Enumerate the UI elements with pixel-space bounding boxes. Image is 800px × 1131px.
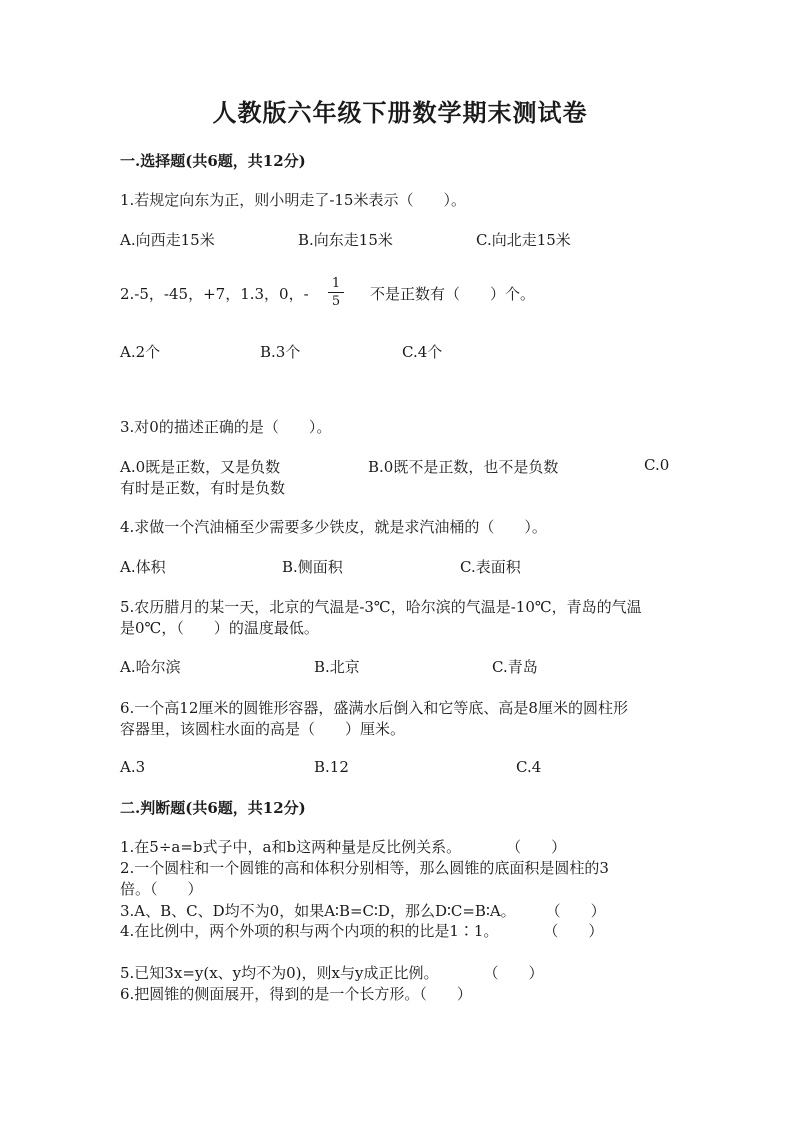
tf-item: 3.A、B、C、D均不为0，如果A∶B=C∶D，那么D∶C=B∶A。 （ ） [120,902,606,920]
q3-stem: 3.对0的描述正确的是（ ）。 [120,418,332,436]
q1-stem: 1.若规定向东为正，则小明走了-15米表示（ ）。 [120,191,466,209]
q2-option-b: B.3个 [260,343,301,361]
q1-option-b: B.向东走15米 [298,231,393,249]
q3-option-a: A.0既是正数，又是负数 [120,458,281,476]
tf-item: 2.一个圆柱和一个圆锥的高和体积分别相等，那么圆锥的底面积是圆柱的3 [120,859,609,877]
q6-stem-line2: 容器里，该圆柱水面的高是（ ）厘米。 [120,720,406,738]
q2-option-c: C.4个 [402,343,443,361]
q2-stem-prefix: 2.-5，-45，+7，1.3，0，- [120,285,309,303]
q1-option-c: C.向北走15米 [476,231,571,249]
tf-item: 6.把圆锥的侧面展开，得到的是一个长方形。（ ） [120,985,472,1003]
tf-item-continued: 倍。（ ） [120,880,203,898]
q5-stem-line2: 是0℃，（ ）的温度最低。 [120,619,319,637]
section-heading-choice: 一.选择题(共6题，共12分) [120,152,306,170]
exam-title: 人教版六年级下册数学期末测试卷 [212,98,588,127]
q6-option-c: C.4 [516,758,542,776]
q4-option-a: A.体积 [120,558,166,576]
q4-option-c: C.表面积 [460,558,521,576]
q2-option-a: A.2个 [120,343,161,361]
q4-stem: 4.求做一个汽油桶至少需要多少铁皮，就是求汽油桶的（ ）。 [120,518,547,536]
q5-option-b: B.北京 [314,658,360,676]
tf-item: 5.已知3x=y(x、y均不为0)，则x与y成正比例。 （ ） [120,964,544,982]
q1-option-a: A.向西走15米 [120,231,215,249]
q2-stem-suffix: 不是正数有（ ）个。 [370,285,536,303]
q2-fraction-numerator: 1 [331,276,341,291]
q2-fraction-denominator: 5 [331,294,341,309]
q3-option-c: C.0 [644,456,670,474]
q3-option-c-continued: 有时是正数，有时是负数 [120,479,286,497]
q5-option-a: A.哈尔滨 [120,658,181,676]
q6-stem-line1: 6.一个高12厘米的圆锥形容器，盛满水后倒入和它等底、高是8厘米的圆柱形 [120,699,628,717]
section-heading-true-false: 二.判断题(共6题，共12分) [120,799,306,817]
tf-item: 4.在比例中，两个外项的积与两个内项的积的比是1∶1。 （ ） [120,922,604,940]
q6-option-a: A.3 [120,758,146,776]
fraction-bar [328,292,344,293]
q4-option-b: B.侧面积 [282,558,343,576]
tf-item: 1.在5÷a=b式子中，a和b这两种量是反比例关系。 （ ） [120,838,567,856]
q2-fraction [328,276,344,309]
q5-option-c: C.青岛 [492,658,538,676]
q5-stem-line1: 5.农历腊月的某一天，北京的气温是-3℃，哈尔滨的气温是-10℃，青岛的气温 [120,598,642,616]
q3-option-b: B.0既不是正数，也不是负数 [368,458,559,476]
q6-option-b: B.12 [314,758,349,776]
